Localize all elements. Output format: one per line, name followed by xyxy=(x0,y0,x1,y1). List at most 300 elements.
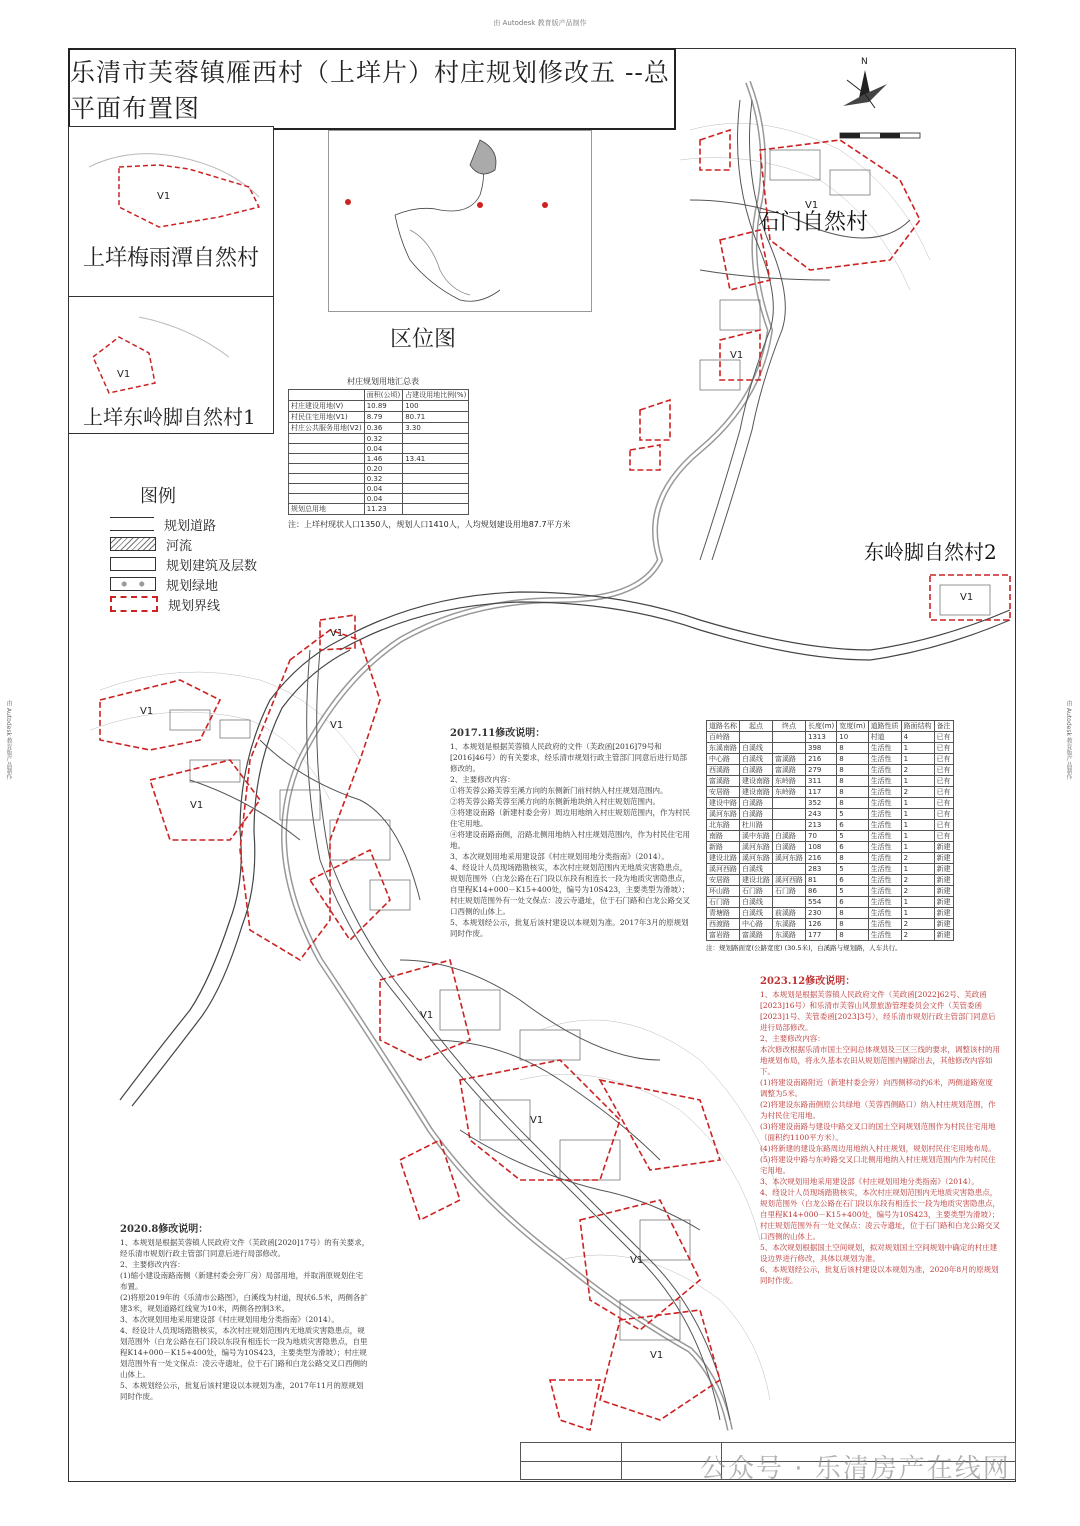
table-cell xyxy=(773,864,806,875)
table-cell: 2 xyxy=(901,886,934,897)
table-cell: 新建 xyxy=(934,853,953,864)
table-cell: 1 xyxy=(901,809,934,820)
plot-label: V1 xyxy=(805,200,819,211)
table-cell: 2 xyxy=(901,930,934,941)
table-cell: 81 xyxy=(806,875,837,886)
table-cell: 8 xyxy=(837,853,868,864)
table-cell: 新建 xyxy=(934,919,953,930)
table-row xyxy=(707,853,954,864)
table-cell: 8 xyxy=(837,765,868,776)
plot-label: V1 xyxy=(730,350,744,361)
table-cell: 生活性 xyxy=(868,820,901,831)
scale-bar xyxy=(840,133,920,138)
side-note-left: 由 Autodesk 教育版产品制作 xyxy=(5,700,12,780)
table-cell: 富溪路 xyxy=(773,754,806,765)
table-cell: 108 xyxy=(806,842,837,853)
note-line: (2)将建设东路南侧原公共绿地（芙蓉西侧路口）纳入村庄规划范围，作为村民住宅用地。 xyxy=(760,1100,996,1120)
note-line: (2)将原2019年的《乐清市公路图》，白溪线为村道，现状6.5米，两侧各扩建3米，规划道路红线宽为10米，两侧各控制3米。 xyxy=(120,1293,368,1313)
table-cell: 建设中路 xyxy=(707,798,740,809)
note-line: (1)将建设南路附近（新建村委会旁）向西侧移动约6米，两侧道路宽度调整为5米。 xyxy=(760,1078,993,1098)
table-header: 占建设用地比例(%) xyxy=(403,390,469,401)
table-row xyxy=(707,875,954,886)
table-cell xyxy=(289,464,365,474)
plot-label: V1 xyxy=(420,1010,434,1021)
note-line: 5、本规划经公示，批复后该村建设以本规划为准。2017年3月的原规划同时作废。 xyxy=(450,918,689,938)
table-row xyxy=(289,401,469,412)
note-line: 3、本次规划用地采用建设部《村庄规划用地分类指南》（2014）。 xyxy=(120,1315,339,1324)
table-row xyxy=(707,776,954,787)
plot-label: V1 xyxy=(630,1255,644,1266)
legend-item xyxy=(110,594,270,614)
table-cell xyxy=(773,798,806,809)
legend-label: 规划界线 xyxy=(168,598,221,614)
table-row xyxy=(289,464,469,474)
table-cell: 溪河东路 xyxy=(740,842,773,853)
plot-label: V1 xyxy=(190,800,204,811)
table-cell: 177 xyxy=(806,930,837,941)
table-cell: 3.30 xyxy=(403,423,469,434)
table-cell: 1.46 xyxy=(364,454,402,464)
table-cell: 东溪南路 xyxy=(707,743,740,754)
table-row xyxy=(707,842,954,853)
table-cell: 8 xyxy=(837,919,868,930)
table-cell: 建设南路 xyxy=(740,776,773,787)
table-cell: 生活性 xyxy=(868,886,901,897)
note-line: 3、本次规划用地采用建设部《村庄规划用地分类指南》（2014）。 xyxy=(760,1177,979,1186)
note-line: (4)将新建的建设东路周边用地纳入村庄规划，规划村民住宅用地布局。 xyxy=(760,1144,996,1153)
table-cell: 安居路 xyxy=(707,787,740,798)
note-2023-title: 2023.12修改说明： xyxy=(760,976,856,987)
table-cell xyxy=(289,484,365,494)
table-cell: 东岭路 xyxy=(773,787,806,798)
table-row xyxy=(289,423,469,434)
table-cell: 富溪路 xyxy=(773,765,806,776)
table-header: 宽度(m) xyxy=(837,721,868,732)
table-cell: 生活性 xyxy=(868,875,901,886)
table-cell: 生活性 xyxy=(868,776,901,787)
land-use-table xyxy=(288,389,469,515)
table-cell: 富溪路 xyxy=(740,930,773,941)
note-line: 6、本规划经公示，批复后该村建设以本规划为准，2020年8月的原规划同时作废。 xyxy=(760,1265,999,1285)
table-cell: 溪河东路 xyxy=(707,809,740,820)
table-cell: 溪河西路 xyxy=(707,864,740,875)
table-cell: 100 xyxy=(403,401,469,412)
table-cell xyxy=(403,434,469,444)
note-line: (1)缩小建设南路南侧（新建村委会旁厂房）局部用地，并取消原规划住宅布置。 xyxy=(120,1271,364,1291)
table-cell: 1 xyxy=(901,798,934,809)
table-cell: 283 xyxy=(806,864,837,875)
table-cell: 白溪路 xyxy=(773,831,806,842)
svg-text:N: N xyxy=(861,57,868,67)
table-cell: 5 xyxy=(837,831,868,842)
table-cell: 白溪路 xyxy=(773,842,806,853)
table-cell: 80.71 xyxy=(403,412,469,423)
table-cell: 白溪线 xyxy=(740,897,773,908)
watermark: 公众号 · 乐清房产在线网 xyxy=(700,1454,1011,1484)
summary-footnote: 注：上垟村现状人口1350人，规划人口1410人，人均规划建设用地87.7平方米 xyxy=(288,520,571,529)
table-cell xyxy=(773,809,806,820)
note-line: (5)将建设中路与东岭路交叉口北侧用地纳入村庄规划范围内作为村民住宅用地。 xyxy=(760,1155,996,1175)
table-cell: 1 xyxy=(901,831,934,842)
summary-title: 村庄规划用地汇总表 xyxy=(347,377,419,386)
note-line: 1、本规划是根据芙蓉镇人民政府文件（芙政函[2022]62号、芙政函[2023]16号）和乐清市芙蓉山风景旅游管理委员会文件（芙管委函[2023]1号、芙管委函[2023]3号），经乐清市规划行政主管部门同意后进行局部修改。 xyxy=(760,990,996,1032)
table-cell: 新路 xyxy=(707,842,740,853)
table-cell: 126 xyxy=(806,919,837,930)
table-cell: 生活性 xyxy=(868,897,901,908)
table-cell: 白溪线 xyxy=(740,864,773,875)
green-symbol-icon xyxy=(110,577,156,591)
table-cell: 86 xyxy=(806,886,837,897)
legend-label: 规划绿地 xyxy=(166,578,219,594)
note-line: 4、经设计人员现场踏勘核实，本次村庄规划范围内无地质灾害隐患点，规划范围外（白龙公路在石门段以东段有相连长一段为地质灾害隐患点，自里程K14+000－K15+400处，编号为10S423，主要类型为滑坡）；村庄规划范围外有一处文保点：凌云寺遗址，位于石门路和白龙公路交叉口西侧的山体上。 xyxy=(120,1326,368,1379)
table-cell: 1313 xyxy=(806,732,837,743)
table-cell: 白溪路 xyxy=(740,798,773,809)
table-row xyxy=(707,820,954,831)
table-cell xyxy=(403,464,469,474)
note-line: 3、本次规划用地采用建设部《村庄规划用地分类指南》（2014）。 xyxy=(450,852,669,861)
table-cell: 安居路 xyxy=(707,875,740,886)
plot-label: V1 xyxy=(650,1350,664,1361)
table-cell xyxy=(289,454,365,464)
note-line: (3)将建设南路与建设中路交叉口的国土空间规划范围作为村民住宅用地（面积约1100平方米）。 xyxy=(760,1122,996,1142)
table-row xyxy=(707,897,954,908)
table-cell: 6 xyxy=(837,820,868,831)
note-line: ②将芙蓉公路芙蓉至溪方向的东侧新地块纳入村庄规划范围内。 xyxy=(450,797,660,806)
table-cell xyxy=(403,474,469,484)
table-cell: 11.23 xyxy=(364,504,402,515)
table-cell: 前溪路 xyxy=(773,908,806,919)
table-header: 路面结构 xyxy=(901,721,934,732)
table-cell: 0.04 xyxy=(364,444,402,454)
table-cell: 4 xyxy=(901,732,934,743)
table-cell: 已有 xyxy=(934,754,953,765)
table-cell: 富溪路 xyxy=(707,776,740,787)
table-cell: 0.04 xyxy=(364,494,402,504)
table-cell: 新建 xyxy=(934,875,953,886)
table-cell: 5 xyxy=(837,809,868,820)
river-symbol-icon xyxy=(110,537,156,551)
table-cell: 13.41 xyxy=(403,454,469,464)
table-cell: 新建 xyxy=(934,864,953,875)
table-row xyxy=(289,474,469,484)
legend-label: 河流 xyxy=(166,538,193,554)
table-cell: 230 xyxy=(806,908,837,919)
table-cell: 2 xyxy=(901,765,934,776)
note-line: 1、本规划是根据芙蓉镇人民政府的文件（芙政函[2016]79号和[2016]46号）的有关要求，经乐清市规划行政主管部门同意后进行局部修改的。 xyxy=(450,742,687,773)
table-cell: 白溪路 xyxy=(740,765,773,776)
table-cell: 村民住宅用地(V1) xyxy=(289,412,365,423)
table-cell: 东溪路 xyxy=(773,930,806,941)
table-cell: 新建 xyxy=(934,930,953,941)
table-cell: 建设南路 xyxy=(740,787,773,798)
table-row xyxy=(289,504,469,515)
table-cell: 311 xyxy=(806,776,837,787)
table-cell: 生活性 xyxy=(868,919,901,930)
location-map-title: 区位图 xyxy=(390,327,457,352)
table-cell: 1 xyxy=(901,842,934,853)
table-header xyxy=(289,390,365,401)
table-cell: 1 xyxy=(901,897,934,908)
plot-label: V1 xyxy=(330,720,344,731)
table-row xyxy=(707,864,954,875)
note-line: 2、主要修改内容： xyxy=(450,775,515,784)
table-cell: 村道 xyxy=(868,732,901,743)
table-cell: 已有 xyxy=(934,732,953,743)
table-cell: 村庄建设用地(V) xyxy=(289,401,365,412)
road-symbol-icon xyxy=(110,517,154,531)
table-cell: 已有 xyxy=(934,765,953,776)
table-cell: 建设北路 xyxy=(740,875,773,886)
table-cell: 1 xyxy=(901,908,934,919)
table-cell: 白溪线 xyxy=(740,743,773,754)
side-note-right: 由 Autodesk 教育版产品制作 xyxy=(1065,700,1072,780)
table-header: 长度(m) xyxy=(806,721,837,732)
place-dongling2: 东岭脚自然村2 xyxy=(864,540,997,564)
table-cell: 1 xyxy=(901,820,934,831)
table-row xyxy=(707,831,954,842)
table-row xyxy=(707,754,954,765)
table-cell: 生活性 xyxy=(868,842,901,853)
legend-label: 规划建筑及层数 xyxy=(166,558,258,574)
table-cell: 东溪路 xyxy=(773,919,806,930)
table-cell: 新建 xyxy=(934,886,953,897)
table-cell: 216 xyxy=(806,754,837,765)
table-cell: 生活性 xyxy=(868,809,901,820)
table-cell: 西溪路 xyxy=(707,765,740,776)
table-cell: 青塘路 xyxy=(707,908,740,919)
table-cell: 已有 xyxy=(934,798,953,809)
table-cell: 东岭路 xyxy=(773,776,806,787)
table-row xyxy=(289,454,469,464)
table-cell: 1 xyxy=(901,776,934,787)
table-cell: 新建 xyxy=(934,897,953,908)
inset-dongling1-label: 上垟东岭脚自然村1 xyxy=(83,405,256,429)
table-cell: 8 xyxy=(837,908,868,919)
table-row xyxy=(707,908,954,919)
table-cell: 10 xyxy=(837,732,868,743)
place-shimen: 石门自然村 xyxy=(758,210,869,235)
table-cell: 已有 xyxy=(934,820,953,831)
table-cell: 溪河东路 xyxy=(773,853,806,864)
land-use-summary xyxy=(288,376,571,530)
table-cell: 398 xyxy=(806,743,837,754)
table-cell: 已有 xyxy=(934,809,953,820)
table-cell xyxy=(289,494,365,504)
table-cell xyxy=(740,732,773,743)
table-cell: 8 xyxy=(837,930,868,941)
table-cell xyxy=(773,820,806,831)
table-cell: 生活性 xyxy=(868,930,901,941)
inset-meiyutan-plot: V1 xyxy=(157,191,171,202)
table-cell: 8.79 xyxy=(364,412,402,423)
table-cell: 西渡路 xyxy=(707,919,740,930)
table-cell: 白溪线 xyxy=(740,908,773,919)
legend-title: 图例 xyxy=(140,486,176,507)
inset-meiyutan-map xyxy=(69,127,273,247)
table-cell: 白溪路 xyxy=(740,809,773,820)
table-cell: 5 xyxy=(837,864,868,875)
note-line: 2、主要修改内容： xyxy=(760,1034,825,1043)
table-cell: 生活性 xyxy=(868,908,901,919)
boundary-symbol-icon xyxy=(110,596,158,612)
table-cell: 中心路 xyxy=(707,754,740,765)
table-row xyxy=(289,444,469,454)
table-cell xyxy=(403,504,469,515)
table-header: 道路性质 xyxy=(868,721,901,732)
table-cell: 243 xyxy=(806,809,837,820)
note-2023 xyxy=(760,976,1000,1286)
note-2020 xyxy=(120,1224,370,1402)
inset-dongling1-plot: V1 xyxy=(117,369,131,380)
table-cell xyxy=(773,743,806,754)
table-cell: 新建 xyxy=(934,908,953,919)
table-cell: 554 xyxy=(806,897,837,908)
table-cell: 规划总用地 xyxy=(289,504,365,515)
table-row xyxy=(707,732,954,743)
note-line: 5、本次规划根据国土空间规划，拟对规划国土空间规划中确定的村庄建设边界进行修改，具体以规划为准。 xyxy=(760,1243,998,1263)
table-cell: 生活性 xyxy=(868,743,901,754)
table-cell: 213 xyxy=(806,820,837,831)
table-cell: 1 xyxy=(901,754,934,765)
table-row xyxy=(289,412,469,423)
road-table xyxy=(706,720,954,941)
legend-item xyxy=(110,554,270,574)
table-cell xyxy=(773,897,806,908)
table-cell: 5 xyxy=(837,886,868,897)
legend-label: 规划道路 xyxy=(164,518,217,534)
note-line: ④将建设南路南侧，沿路北侧用地纳入村庄规划范围内，作为村民住宅用地。 xyxy=(450,830,690,850)
table-cell xyxy=(403,484,469,494)
inset-meiyutan-label: 上垟梅雨潭自然村 xyxy=(83,246,260,271)
note-2017 xyxy=(450,728,690,939)
road-note: 注：规划路面宽(公路宽度) (30.5米)，白溪路与规划路，人车共行。 xyxy=(706,944,902,952)
table-cell: 溪河东路 xyxy=(740,853,773,864)
table-cell: 8 xyxy=(837,776,868,787)
table-cell: 8 xyxy=(837,754,868,765)
note-line: 4、经设计人员现场踏勘核实，本次村庄规划范围内无地质灾害隐患点，规划范围外（白龙公路在石门段以东段有相连长一段为地质灾害隐患点，自里程K14+000－K15+400处，编号为10S423，主要类型为滑坡）；村庄规划范围外有一处文保点：凌云寺遗址，位于石门路和白龙公路交叉口西侧的山体上。 xyxy=(450,863,690,916)
table-cell: 富岩路 xyxy=(707,930,740,941)
table-cell: 2 xyxy=(901,875,934,886)
table-cell: 216 xyxy=(806,853,837,864)
table-cell: 0.36 xyxy=(364,423,402,434)
map-title: 乐清市芙蓉镇雁西村（上垟片）村庄规划修改五 --总平面布置图 xyxy=(70,58,670,123)
table-cell: 已有 xyxy=(934,831,953,842)
note-line: 4、经设计人员现场踏勘核实，本次村庄规划范围内无地质灾害隐患点，规划范围外（白龙公路在石门段以东段有相连长一段为地质灾害隐患点，自里程K14+000－K15+400处，编号为10S423，主要类型为滑坡）；村庄规划范围外有一处文保点：凌云寺遗址，位于石门路和白龙公路交叉口西侧的山体上。 xyxy=(760,1188,1000,1241)
title-box xyxy=(68,48,676,130)
table-row xyxy=(289,484,469,494)
table-row xyxy=(707,919,954,930)
plot-label: V1 xyxy=(530,1115,544,1126)
table-row xyxy=(707,798,954,809)
table-cell: 已有 xyxy=(934,743,953,754)
inset-meiyutan xyxy=(68,126,274,298)
table-cell: 1 xyxy=(901,864,934,875)
table-row xyxy=(707,886,954,897)
table-cell: 生活性 xyxy=(868,798,901,809)
table-cell: 建设北路 xyxy=(707,853,740,864)
table-cell: 8 xyxy=(837,743,868,754)
table-cell: 6 xyxy=(837,875,868,886)
table-cell: 2 xyxy=(901,919,934,930)
note-2020-title: 2020.8修改说明： xyxy=(120,1224,209,1235)
table-cell: 117 xyxy=(806,787,837,798)
table-cell xyxy=(289,474,365,484)
table-cell: 70 xyxy=(806,831,837,842)
table-header: 备注 xyxy=(934,721,953,732)
table-cell: 溪中东路 xyxy=(740,831,773,842)
table-row xyxy=(289,494,469,504)
table-row xyxy=(707,787,954,798)
table-row xyxy=(707,809,954,820)
table-cell: 8 xyxy=(837,787,868,798)
table-cell: 溪河西路 xyxy=(773,875,806,886)
note-line: ③将建设南路（新建村委会旁）周边用地纳入村庄规划范围内，作为村民住宅用地。 xyxy=(450,808,690,828)
table-cell: 已有 xyxy=(934,787,953,798)
table-cell xyxy=(289,434,365,444)
table-cell: 6 xyxy=(837,842,868,853)
table-cell: 0.32 xyxy=(364,474,402,484)
table-cell: 生活性 xyxy=(868,787,901,798)
table-cell: 2 xyxy=(901,787,934,798)
table-cell: 白溪线 xyxy=(740,754,773,765)
legend-item xyxy=(110,534,270,554)
table-cell: 村庄公共服务用地(V2) xyxy=(289,423,365,434)
table-cell xyxy=(289,444,365,454)
note-line: 2、主要修改内容： xyxy=(120,1260,185,1269)
note-line: 本次修改根据乐清市国土空间总体规划及三区三线的要求，调整该村的用地规划布局，将永久基本农田从规划范围内剔除出去，其他修改内容如下。 xyxy=(760,1045,1000,1076)
table-cell: 已有 xyxy=(934,776,953,787)
plot-label: V1 xyxy=(330,628,344,639)
plot-label: V1 xyxy=(960,592,974,603)
table-cell: 生活性 xyxy=(868,765,901,776)
table-header: 道路名称 xyxy=(707,721,740,732)
table-cell: 8 xyxy=(837,798,868,809)
note-line: 1、本规划是根据芙蓉镇人民政府文件（芙政函[2020]17号）的有关要求，经乐清市规划行政主管部门同意后进行局部修改。 xyxy=(120,1238,370,1258)
table-row xyxy=(707,765,954,776)
inset-dongling1 xyxy=(68,296,274,434)
table-cell: 石门路 xyxy=(707,897,740,908)
table-cell: 百岭路 xyxy=(707,732,740,743)
table-cell: 352 xyxy=(806,798,837,809)
table-header: 面积(公顷) xyxy=(364,390,402,401)
legend-item xyxy=(110,574,270,594)
location-map-frame xyxy=(328,130,592,312)
table-row xyxy=(289,434,469,444)
table-cell: 生活性 xyxy=(868,754,901,765)
table-row xyxy=(707,930,954,941)
table-cell: 生活性 xyxy=(868,864,901,875)
note-2017-title: 2017.11修改说明： xyxy=(450,728,546,739)
table-header: 起点 xyxy=(740,721,773,732)
table-cell: 0.20 xyxy=(364,464,402,474)
north-arrow-icon xyxy=(843,57,887,108)
table-cell: 0.32 xyxy=(364,434,402,444)
table-row xyxy=(707,743,954,754)
table-cell: 石门路 xyxy=(773,886,806,897)
table-cell: 南路 xyxy=(707,831,740,842)
table-cell: 1 xyxy=(901,743,934,754)
note-line: ①将芙蓉公路芙蓉至溪方向的东侧新门前村纳入村庄规划范围内。 xyxy=(450,786,668,795)
table-cell xyxy=(403,494,469,504)
table-cell: 石门路 xyxy=(740,886,773,897)
legend-item xyxy=(110,514,270,534)
table-cell: 北东路 xyxy=(707,820,740,831)
table-cell: 生活性 xyxy=(868,853,901,864)
road-schedule xyxy=(706,720,956,952)
table-cell: 中心路 xyxy=(740,919,773,930)
legend xyxy=(110,482,270,614)
table-cell: 10.89 xyxy=(364,401,402,412)
